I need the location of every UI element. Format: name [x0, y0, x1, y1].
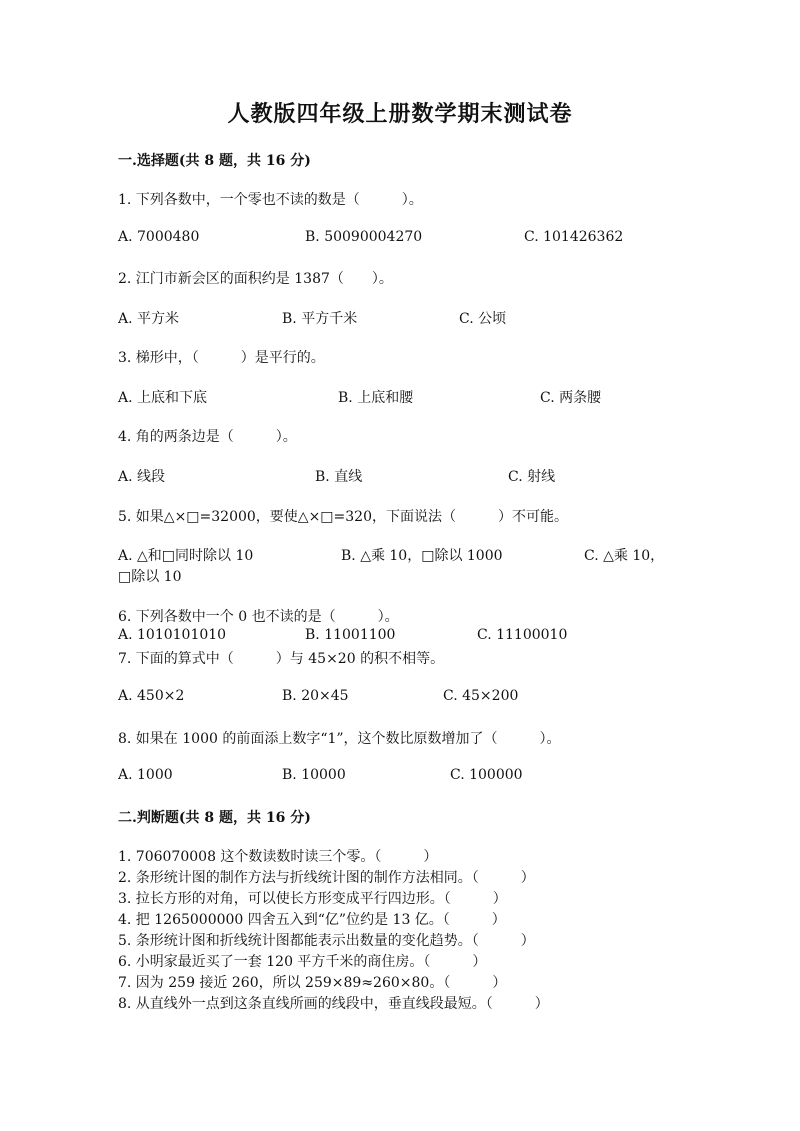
question-5-stem: 5. 如果△×□=32000，要使△×□=320，下面说法（ ）不可能。	[118, 509, 568, 525]
question-4-option-a: A. 线段	[118, 469, 166, 485]
section-heading-judgment: 二.判断题(共 8 题，共 16 分)	[118, 810, 311, 826]
question-1-option-a: A. 7000480	[118, 229, 200, 245]
judgment-item-2: 2. 条形统计图的制作方法与折线统计图的制作方法相同。（ ）	[118, 870, 535, 886]
judgment-item-1: 1. 706070008 这个数读数时读三个零。（ ）	[118, 849, 438, 865]
section-heading-choice: 一.选择题(共 8 题，共 16 分)	[118, 153, 311, 169]
question-2-stem: 2. 江门市新会区的面积约是 1387（ ）。	[118, 271, 393, 287]
question-5-option-b: B. △乘 10，□除以 1000	[341, 548, 503, 564]
question-3-option-c: C. 两条腰	[540, 390, 602, 406]
question-2-option-c: C. 公顷	[459, 311, 507, 327]
question-5-option-c: C. △乘 10，	[584, 548, 665, 564]
question-3-stem: 3. 梯形中，（ ）是平行的。	[118, 350, 325, 366]
question-8-option-c: C. 100000	[450, 767, 523, 783]
question-5-option-a: A. △和□同时除以 10	[118, 548, 254, 564]
question-8-option-b: B. 10000	[282, 767, 346, 783]
question-7-option-a: A. 450×2	[118, 688, 185, 704]
judgment-item-3: 3. 拉长方形的对角，可以使长方形变成平行四边形。（ ）	[118, 891, 507, 907]
question-7-stem: 7. 下面的算式中（ ）与 45×20 的积不相等。	[118, 651, 445, 667]
judgment-item-5: 5. 条形统计图和折线统计图都能表示出数量的变化趋势。（ ）	[118, 933, 535, 949]
question-3-option-a: A. 上底和下底	[118, 390, 208, 406]
question-8-option-a: A. 1000	[118, 767, 173, 783]
question-8-stem: 8. 如果在 1000 的前面添上数字“1”，这个数比原数增加了（ ）。	[118, 731, 561, 747]
question-1-option-b: B. 50090004270	[305, 229, 423, 245]
question-6-stem: 6. 下列各数中一个 0 也不读的是（ ）。	[118, 609, 399, 625]
question-4-option-c: C. 射线	[508, 469, 556, 485]
page-title: 人教版四年级上册数学期末测试卷	[227, 101, 573, 127]
question-7-option-c: C. 45×200	[443, 688, 519, 704]
question-6-option-b: B. 11001100	[305, 627, 396, 643]
judgment-item-4: 4. 把 1265000000 四舍五入到“亿”位约是 13 亿。（ ）	[118, 912, 506, 928]
question-4-stem: 4. 角的两条边是（ ）。	[118, 429, 297, 445]
question-6-option-a: A. 1010101010	[118, 627, 227, 643]
question-1-stem: 1. 下列各数中，一个零也不读的数是（ ）。	[118, 192, 423, 208]
judgment-item-8: 8. 从直线外一点到这条直线所画的线段中，垂直线段最短。（ ）	[118, 996, 549, 1012]
question-1-option-c: C. 101426362	[524, 229, 624, 245]
judgment-item-7: 7. 因为 259 接近 260，所以 259×89≈260×80。（ ）	[118, 975, 507, 991]
question-3-option-b: B. 上底和腰	[338, 390, 414, 406]
question-2-option-a: A. 平方米	[118, 311, 180, 327]
question-6-option-c: C. 11100010	[477, 627, 568, 643]
question-5-option-c-continued: □除以 10	[118, 569, 182, 585]
question-4-option-b: B. 直线	[315, 469, 363, 485]
judgment-item-6: 6. 小明家最近买了一套 120 平方千米的商住房。（ ）	[118, 954, 487, 970]
question-7-option-b: B. 20×45	[282, 688, 349, 704]
question-2-option-b: B. 平方千米	[282, 311, 358, 327]
